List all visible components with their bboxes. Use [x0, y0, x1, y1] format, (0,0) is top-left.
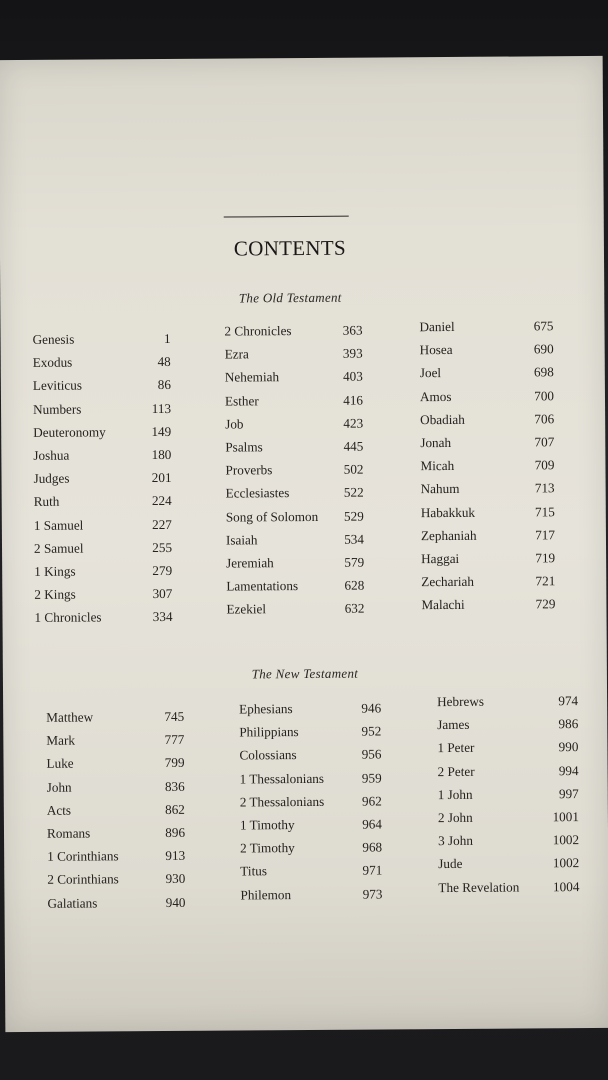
book-name: Zephaniah [420, 527, 477, 543]
book-name: Malachi [421, 597, 465, 613]
book-name: Haggai [421, 550, 460, 567]
book-name: Acts [46, 802, 72, 818]
book-name: Genesis [32, 331, 75, 347]
contents-entry [420, 411, 554, 435]
contents-entry [33, 331, 171, 355]
book-name: 2 Timothy [240, 840, 295, 856]
contents-entry [46, 732, 184, 756]
book-name: John [46, 779, 72, 795]
page-number: 964 [362, 816, 383, 832]
book-name: Isaiah [225, 532, 258, 548]
contents-entry [225, 462, 363, 486]
page-number: 48 [157, 354, 171, 370]
contents-entry [34, 609, 172, 633]
page-number: 227 [152, 516, 172, 532]
book-name: Jeremiah [226, 555, 274, 571]
page-number: 698 [533, 364, 554, 380]
contents-entry [46, 709, 184, 733]
page-number: 986 [558, 716, 579, 732]
page-number: 799 [164, 755, 185, 771]
contents-entry [438, 879, 579, 903]
contents-entry [421, 527, 555, 551]
page-number: 709 [534, 457, 555, 473]
page-number: 522 [343, 484, 364, 501]
page-number: 729 [535, 596, 556, 612]
contents-entry [226, 485, 364, 509]
book-name: Micah [420, 458, 455, 474]
page-number: 707 [534, 434, 555, 450]
nt-column-1 [46, 709, 185, 919]
book-name: Philippians [239, 724, 299, 740]
contents-entry [421, 481, 555, 505]
book-name: 1 Thessalonians [239, 770, 325, 787]
contents-entry [226, 578, 364, 602]
page-number: 628 [344, 577, 365, 593]
page-number: 959 [361, 770, 382, 786]
contents-entry [420, 388, 554, 412]
page-number: 940 [165, 894, 186, 910]
book-name: Colossians [239, 747, 297, 763]
contents-entry [438, 809, 579, 833]
page-number: 862 [165, 801, 185, 817]
old-testament-heading: The Old Testament [238, 289, 342, 306]
book-name: 1 John [437, 786, 473, 802]
contents-entry [421, 550, 555, 574]
page-number: 745 [164, 708, 185, 724]
page-number: 1002 [552, 832, 580, 848]
ot-column-3 [419, 318, 555, 620]
book-name: 2 Peter [437, 763, 475, 779]
book-name: Lamentations [226, 578, 299, 594]
book-name: 1 Samuel [33, 517, 84, 533]
contents-entry [47, 894, 185, 918]
page-number: 990 [558, 739, 579, 755]
book-name: 2 Kings [34, 586, 76, 602]
contents-entry [225, 346, 363, 370]
book-page [0, 56, 608, 1032]
contents-entry [33, 447, 171, 471]
page-number: 719 [535, 550, 556, 566]
book-name: 1 Corinthians [47, 848, 119, 864]
book-name: Ezra [224, 346, 249, 362]
contents-entry [47, 802, 185, 826]
page-number: 1001 [552, 809, 579, 825]
contents-entry [225, 439, 363, 463]
contents-entry [226, 554, 364, 578]
page-number: 224 [151, 493, 172, 509]
page-number: 713 [534, 480, 555, 496]
page-number: 956 [361, 746, 382, 762]
book-name: 1 Kings [34, 563, 76, 579]
page-number: 717 [535, 526, 555, 543]
contents-entry [33, 400, 171, 424]
contents-entry [34, 563, 172, 587]
contents-entry [239, 700, 381, 724]
book-name: Joshua [33, 447, 70, 463]
book-name: 2 Samuel [33, 540, 84, 556]
book-name: Deuteronomy [33, 424, 106, 440]
page-number: 974 [558, 693, 579, 709]
page-number: 334 [152, 609, 173, 625]
book-name: Ruth [33, 494, 60, 510]
contents-entry [438, 855, 579, 879]
contents-entry [421, 504, 555, 528]
contents-entry [437, 693, 578, 717]
book-name: Ephesians [239, 701, 293, 717]
page-number: 632 [344, 600, 365, 616]
contents-entry [240, 770, 382, 794]
book-name: Hosea [419, 342, 453, 358]
page-number: 913 [165, 847, 186, 864]
page-number: 416 [343, 392, 364, 408]
book-name: Galatians [47, 894, 98, 911]
contents-entry [239, 747, 381, 771]
contents-title: CONTENTS [233, 235, 347, 261]
page-number: 836 [164, 778, 185, 794]
contents-entry [420, 457, 554, 481]
contents-entry [226, 531, 364, 555]
contents-entry [240, 840, 382, 864]
book-name: Nehemiah [224, 369, 280, 385]
contents-entry [46, 755, 184, 779]
page-number: 255 [152, 539, 173, 555]
contents-entry [47, 848, 185, 872]
contents-entry [224, 323, 362, 347]
page-number: 113 [151, 400, 172, 416]
contents-entry [226, 508, 364, 532]
book-name: 2 John [437, 809, 473, 826]
book-name: Titus [240, 863, 267, 879]
page-number: 706 [534, 411, 555, 427]
contents-entry [47, 871, 185, 895]
page-number: 534 [344, 531, 365, 547]
page-number: 962 [361, 793, 382, 809]
page-number: 445 [343, 438, 364, 454]
contents-entry [438, 786, 579, 810]
contents-entry [34, 586, 172, 610]
contents-entry [438, 763, 579, 787]
page-number: 201 [151, 470, 172, 486]
contents-entry [240, 886, 382, 910]
contents-entry [34, 540, 172, 564]
page-number: 279 [152, 562, 173, 578]
new-testament-heading: The New Testament [251, 665, 359, 682]
contents-entry [420, 365, 554, 389]
page-number: 946 [361, 700, 382, 716]
contents-entry [47, 825, 185, 849]
contents-entry [225, 415, 363, 439]
book-name: Obadiah [420, 411, 465, 427]
book-name: Proverbs [225, 462, 273, 478]
page-number: 715 [534, 503, 555, 519]
page-number: 307 [152, 585, 173, 602]
contents-entry [239, 724, 381, 748]
book-name: Daniel [419, 318, 455, 335]
page-number: 777 [164, 732, 185, 748]
contents-entry [438, 832, 579, 856]
book-name: Ecclesiastes [225, 485, 290, 501]
page-number: 968 [362, 839, 383, 855]
contents-entry [34, 516, 172, 540]
page-number: 86 [157, 377, 171, 393]
page-number: 1 [163, 330, 171, 346]
book-name: Philemon [240, 886, 292, 902]
contents-entry [419, 318, 553, 342]
book-name: Jude [438, 856, 463, 872]
contents-entry [33, 377, 171, 401]
page-number: 149 [151, 423, 172, 439]
contents-entry [437, 716, 578, 740]
page-number: 1002 [552, 855, 580, 871]
page-number: 579 [344, 554, 365, 570]
book-name: Joel [419, 365, 442, 381]
ot-column-2 [224, 323, 364, 625]
book-name: Mark [46, 732, 75, 748]
book-name: Habakkuk [420, 504, 476, 520]
book-name: 2 Corinthians [47, 871, 119, 888]
contents-entry [33, 470, 171, 494]
page-number: 393 [342, 345, 363, 361]
book-name: Romans [46, 825, 91, 841]
book-name: James [437, 717, 470, 733]
contents-entry [225, 392, 363, 416]
book-name: Esther [224, 392, 259, 409]
contents-entry [225, 369, 363, 393]
nt-column-3 [437, 693, 579, 903]
title-rule [224, 216, 349, 218]
book-name: 1 Chronicles [34, 609, 102, 626]
page-number: 423 [343, 415, 364, 431]
contents-entry [421, 596, 555, 620]
contents-entry [420, 341, 554, 365]
contents-entry [240, 863, 382, 887]
page-number: 973 [362, 885, 383, 902]
page-number: 690 [533, 341, 554, 357]
book-name: Zechariah [421, 573, 475, 590]
nt-column-2 [239, 700, 382, 910]
contents-entry [240, 793, 382, 817]
contents-entry [437, 739, 578, 763]
page-number: 721 [535, 573, 556, 589]
contents-entry [420, 434, 554, 458]
page-number: 994 [558, 762, 579, 778]
book-name: 1 Timothy [239, 817, 295, 833]
page-number: 971 [362, 862, 383, 878]
book-name: Matthew [46, 709, 94, 725]
page-number: 675 [533, 318, 554, 334]
ot-column-1 [33, 331, 173, 633]
page-number: 1004 [552, 878, 580, 894]
book-name: Song of Solomon [225, 508, 319, 525]
book-name: Hebrews [437, 693, 485, 710]
book-name: Luke [46, 755, 74, 772]
page-number: 403 [342, 368, 363, 385]
page-number: 700 [534, 387, 555, 403]
page-number: 529 [343, 508, 364, 524]
book-name: Psalms [225, 439, 263, 455]
book-name: Amos [419, 388, 452, 404]
book-name: Ezekiel [226, 601, 267, 617]
book-name: 2 Thessalonians [239, 793, 325, 810]
page-number: 952 [361, 723, 382, 739]
book-name: 1 Peter [437, 740, 475, 756]
book-name: Nahum [420, 481, 460, 497]
page-number: 896 [165, 824, 186, 840]
page-number: 997 [558, 785, 579, 801]
page-number: 930 [165, 871, 186, 887]
contents-entry [226, 601, 364, 625]
page-number: 502 [343, 461, 364, 477]
page-number: 180 [151, 446, 172, 462]
book-name: Numbers [32, 401, 82, 417]
book-name: Leviticus [32, 377, 83, 394]
contents-entry [421, 573, 555, 597]
book-name: Job [225, 416, 244, 432]
page-number: 363 [342, 322, 363, 338]
contents-entry [47, 778, 185, 802]
contents-entry [33, 424, 171, 448]
book-name: 2 Chronicles [224, 323, 292, 339]
book-name: The Revelation [438, 879, 520, 895]
contents-entry [33, 354, 171, 378]
book-name: Exodus [32, 354, 73, 371]
book-name: Judges [33, 470, 70, 487]
contents-entry [34, 493, 172, 517]
book-name: 3 John [438, 832, 473, 849]
book-name: Jonah [420, 434, 452, 451]
contents-entry [240, 816, 382, 840]
